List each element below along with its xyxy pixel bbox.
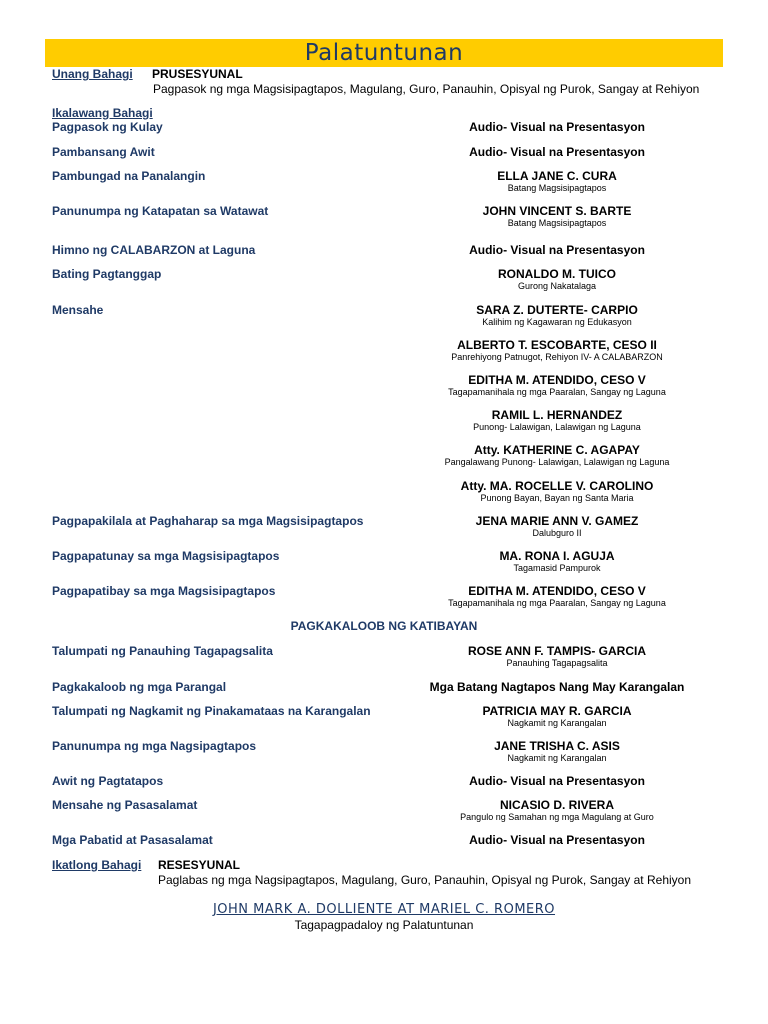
program-item-presenter <box>380 169 734 194</box>
program-item-label: Pagpapatibay sa mga Magsisipagtapos <box>52 584 276 598</box>
program-item-presenter <box>380 584 734 609</box>
presenter-name: Audio- Visual na Presentasyon <box>469 120 645 134</box>
program-item-label: Mensahe <box>52 303 104 317</box>
awards-heading: PAGKAKALOOB NG KATIBAYAN <box>290 619 478 633</box>
presenter-name: ALBERTO T. ESCOBARTE, CESO II <box>457 338 657 352</box>
part1-heading: Unang Bahagi <box>52 67 133 81</box>
presenter-name: JENA MARIE ANN V. GAMEZ <box>475 514 639 528</box>
presenter-role: Batang Magsisipagtapos <box>507 218 607 228</box>
presenter-name: ELLA JANE C. CURA <box>497 169 617 183</box>
presenter-role: Punong Bayan, Bayan ng Santa Maria <box>480 493 634 503</box>
part1-description: Pagpasok ng mga Magsisipagtapos, Magulang, Guro, Panauhin, Opisyal ng Purok, Sangay at Rehiyon <box>153 82 700 96</box>
program-item-presenter <box>380 833 734 847</box>
program-item-presenter <box>380 514 734 539</box>
program-item-label: Talumpati ng Panauhing Tagapagsalita <box>52 644 273 658</box>
program-item-label: Pagpapakilala at Paghaharap sa mga Magsisipagtapos <box>52 514 364 528</box>
presenter-name: RAMIL L. HERNANDEZ <box>491 408 623 422</box>
presenter-name: Audio- Visual na Presentasyon <box>469 774 645 788</box>
presenter-name: JOHN VINCENT S. BARTE <box>482 204 632 218</box>
presenter-role: Tagapamanihala ng mga Paaralan, Sangay ng Laguna <box>448 598 666 608</box>
program-item-label: Panunumpa ng mga Nagsipagtapos <box>52 739 257 753</box>
program-item-presenter <box>380 204 734 229</box>
program-item-presenter <box>380 243 734 257</box>
program-item-label: Himno ng CALABARZON at Laguna <box>52 243 256 257</box>
program-item-presenter <box>380 798 734 823</box>
presenter-role: Kalihim ng Kagawaran ng Edukasyon <box>482 317 632 327</box>
program-item-presenter <box>380 704 734 729</box>
program-item-label: Bating Pagtanggap <box>52 267 162 281</box>
presenter-role: Tagapamanihala ng mga Paaralan, Sangay ng Laguna <box>448 387 666 397</box>
presenter-name: Audio- Visual na Presentasyon <box>469 145 645 159</box>
program-item-label: Panunumpa ng Katapatan sa Watawat <box>52 204 269 218</box>
program-item-label: Pambungad na Panalangin <box>52 169 206 183</box>
presenter-role: Gurong Nakatalaga <box>517 281 597 291</box>
presenter-name: Atty. MA. ROCELLE V. CAROLINO <box>460 479 654 493</box>
program-item-presenter <box>380 267 734 292</box>
part3-keyword: RESESYUNAL <box>158 858 241 872</box>
program-item-presenter <box>380 680 734 694</box>
presenter-role: Dalubguro II <box>532 528 582 538</box>
program-item-presenter <box>380 145 734 159</box>
presenter-name: EDITHA M. ATENDIDO, CESO V <box>468 373 646 387</box>
presenter-name: MA. RONA I. AGUJA <box>499 549 615 563</box>
presenter-role: Panauhing Tagapagsalita <box>506 658 608 668</box>
facilitators-role: Tagapagpadaloy ng Palatuntunan <box>294 918 474 932</box>
presenter-role: Punong- Lalawigan, Lalawigan ng Laguna <box>473 422 641 432</box>
program-item-presenter <box>380 739 734 764</box>
program-item-label: Mga Pabatid at Pasasalamat <box>52 833 213 847</box>
presenter-role: Pangalawang Punong- Lalawigan, Lalawigan ng Laguna <box>444 457 670 467</box>
program-item-label: Mensahe ng Pasasalamat <box>52 798 198 812</box>
presenter-name: JANE TRISHA C. ASIS <box>494 739 620 753</box>
presenter-role: Panrehiyong Patnugot, Rehiyon IV- A CALABARZON <box>451 352 663 362</box>
program-item-label: Pambansang Awit <box>52 145 155 159</box>
program-item-presenter <box>380 479 734 504</box>
facilitators-names: JOHN MARK A. DOLLIENTE AT MARIEL C. ROMERO <box>212 902 556 917</box>
presenter-role: Batang Magsisipagtapos <box>507 183 607 193</box>
presenter-name: Audio- Visual na Presentasyon <box>469 833 645 847</box>
presenter-name: RONALDO M. TUICO <box>498 267 616 281</box>
program-item-label: Pagpasok ng Kulay <box>52 120 163 134</box>
presenter-name: ROSE ANN F. TAMPIS- GARCIA <box>467 644 646 658</box>
program-item-presenter <box>380 120 734 134</box>
part2-heading: Ikalawang Bahagi <box>52 106 153 120</box>
program-item-presenter <box>380 549 734 574</box>
part3-description: Paglabas ng mga Nagsipagtapos, Magulang, Guro, Panauhin, Opisyal ng Purok, Sangay at Rehiyon <box>158 873 692 887</box>
presenter-role: Tagamasid Pampurok <box>513 563 601 573</box>
presenter-name: Mga Batang Nagtapos Nang May Karangalan <box>429 680 685 694</box>
program-item-label: Talumpati ng Nagkamit ng Pinakamataas na Karangalan <box>52 704 371 718</box>
presenter-role: Pangulo ng Samahan ng mga Magulang at Guro <box>460 812 654 822</box>
program-item-presenter <box>380 774 734 788</box>
program-item-presenter <box>380 408 734 433</box>
program-item-presenter <box>380 338 734 363</box>
presenter-name: NICASIO D. RIVERA <box>499 798 614 812</box>
program-item-presenter <box>380 443 734 468</box>
page-title: Palatuntunan <box>45 39 723 67</box>
program-item-presenter <box>380 644 734 669</box>
presenter-name: EDITHA M. ATENDIDO, CESO V <box>468 584 646 598</box>
presenter-name: PATRICIA MAY R. GARCIA <box>482 704 632 718</box>
presenter-name: Audio- Visual na Presentasyon <box>469 243 645 257</box>
program-item-label: Pagpapatunay sa mga Magsisipagtapos <box>52 549 280 563</box>
program-item-presenter <box>380 373 734 398</box>
presenter-name: SARA Z. DUTERTE- CARPIO <box>476 303 638 317</box>
program-item-label: Pagkakaloob ng mga Parangal <box>52 680 227 694</box>
program-item-label: Awit ng Pagtatapos <box>52 774 164 788</box>
presenter-role: Nagkamit ng Karangalan <box>507 753 607 763</box>
part3-heading: Ikatlong Bahagi <box>52 858 142 872</box>
presenter-name: Atty. KATHERINE C. AGAPAY <box>474 443 640 457</box>
presenter-role: Nagkamit ng Karangalan <box>507 718 607 728</box>
program-item-presenter <box>380 303 734 328</box>
part1-keyword: PRUSESYUNAL <box>152 67 243 81</box>
